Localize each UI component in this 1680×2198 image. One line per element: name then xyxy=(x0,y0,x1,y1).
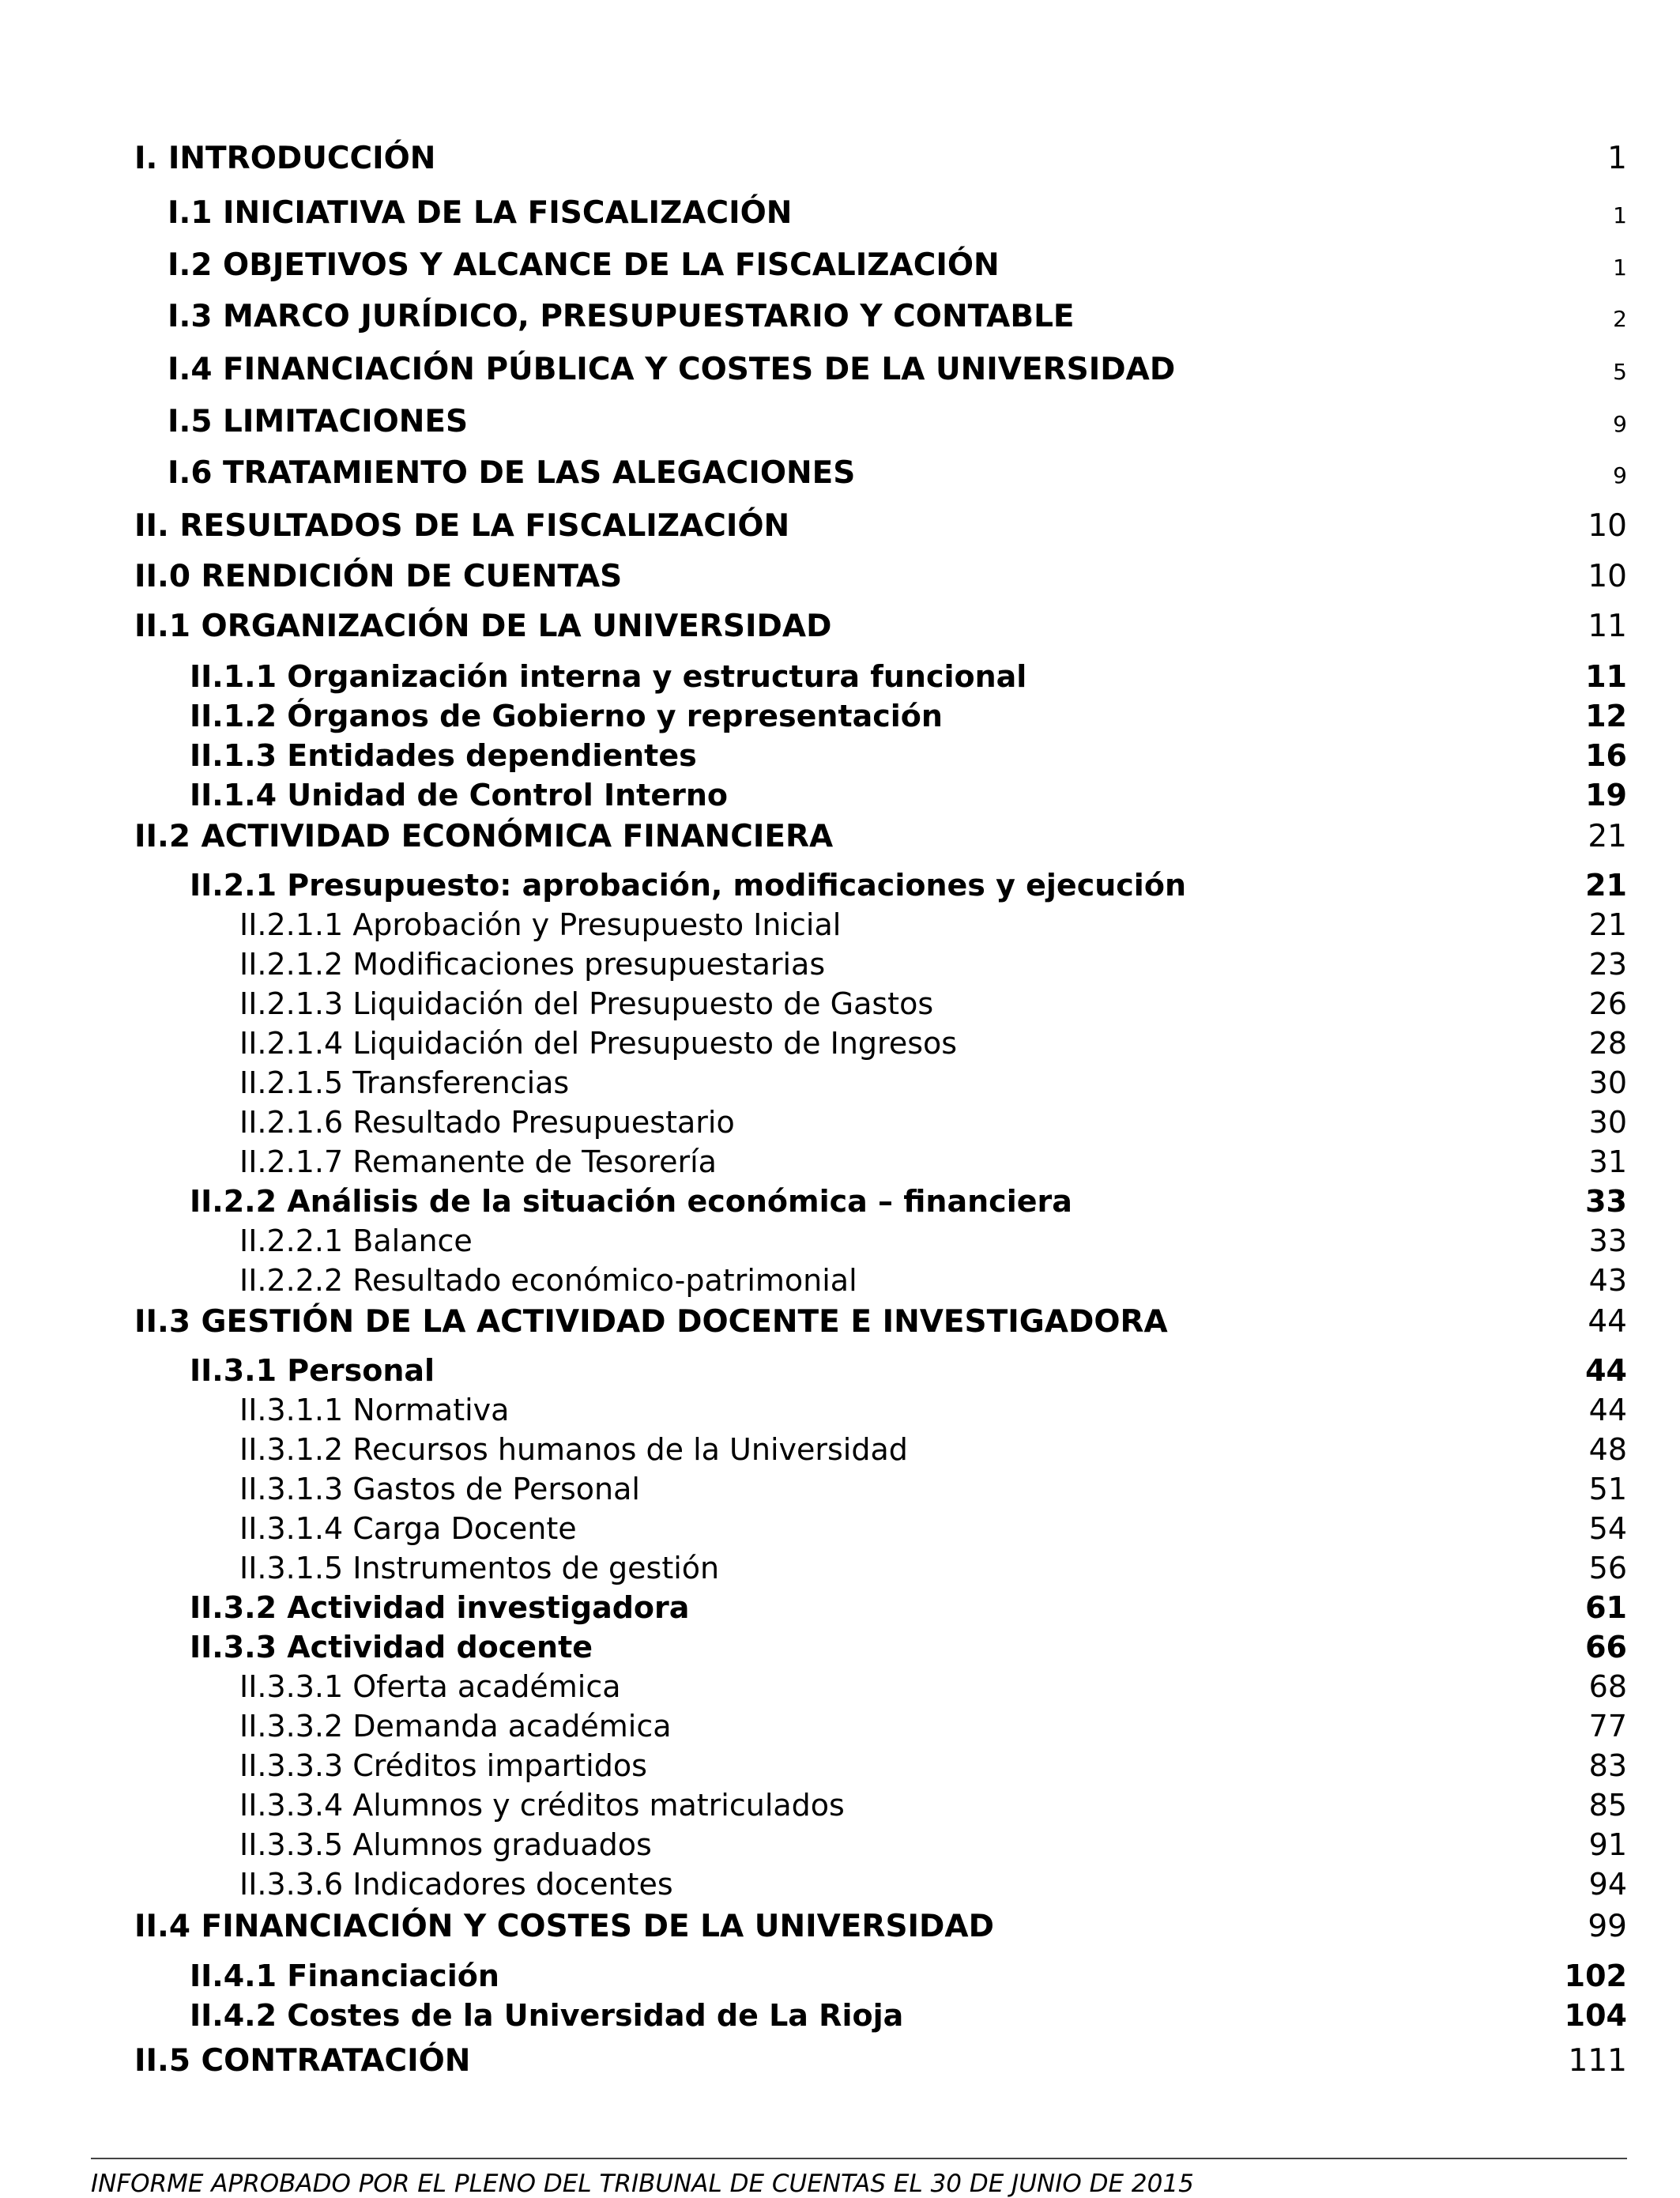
toc-entry xyxy=(190,778,1627,812)
toc-entry-page: 85 xyxy=(1588,1788,1627,1823)
toc-entry-page: 31 xyxy=(1588,1144,1627,1179)
toc-entry xyxy=(168,352,1627,387)
toc-entry-page: 2 xyxy=(1613,306,1627,332)
toc-entry-page: 77 xyxy=(1588,1709,1627,1744)
toc-entry xyxy=(239,1788,1627,1823)
toc-entry-label: II.2.1.3 Liquidación del Presupuesto de Gastos xyxy=(239,986,934,1021)
toc-entry-label: II.3.2 Actividad investigadora xyxy=(190,1590,690,1625)
toc-entry-page: 30 xyxy=(1588,1065,1627,1100)
toc-entry-label: I.6 TRATAMIENTO DE LAS ALEGACIONES xyxy=(168,455,856,491)
toc-entry-page: 91 xyxy=(1588,1827,1627,1862)
toc-entry-page: 26 xyxy=(1588,986,1627,1021)
toc-entry-label: II.3.1.1 Normativa xyxy=(239,1393,510,1427)
toc-entry-label: II.3.3 Actividad docente xyxy=(190,1630,593,1665)
toc-entry xyxy=(134,141,1627,176)
toc-entry-page: 16 xyxy=(1585,738,1627,773)
toc-entry xyxy=(239,1223,1627,1258)
toc-entry-label: II.3.1 Personal xyxy=(190,1353,435,1388)
toc-entry xyxy=(134,2043,1627,2079)
toc-entry-page: 44 xyxy=(1588,1304,1627,1340)
toc-entry-label: II.5 CONTRATACIÓN xyxy=(134,2043,471,2079)
toc-entry-page: 56 xyxy=(1588,1551,1627,1585)
toc-entry xyxy=(239,1748,1627,1783)
toc-entry-label: II.3.1.5 Instrumentos de gestión xyxy=(239,1551,720,1585)
toc-entry-page: 61 xyxy=(1585,1590,1627,1625)
toc-entry xyxy=(168,247,1627,283)
toc-entry-label: II.1.3 Entidades dependientes xyxy=(190,738,697,773)
toc-entry xyxy=(190,1184,1627,1219)
toc-entry-page: 1 xyxy=(1613,202,1627,228)
toc-entry-label: II.2.2.1 Balance xyxy=(239,1223,473,1258)
toc-entry-label: II.4.2 Costes de la Universidad de La Rioja xyxy=(190,1998,904,2033)
toc-entry-page: 21 xyxy=(1588,819,1627,854)
toc-entry-label: II.3.3.1 Oferta académica xyxy=(239,1669,621,1704)
toc-entry xyxy=(239,1065,1627,1100)
toc-entry xyxy=(190,868,1627,903)
toc-entry xyxy=(239,947,1627,982)
toc-entry-label: II.2.1 Presupuesto: aprobación, modificaciones y ejecución xyxy=(190,868,1186,903)
toc-entry xyxy=(190,1959,1627,1993)
toc-entry-label: II.2.1.2 Modificaciones presupuestarias xyxy=(239,947,826,982)
toc-entry-label: II.2.1.1 Aprobación y Presupuesto Inicial xyxy=(239,907,842,942)
toc-entry xyxy=(190,1630,1627,1665)
toc-entry xyxy=(239,1472,1627,1506)
toc-entry xyxy=(190,659,1627,694)
toc-entry-page: 54 xyxy=(1588,1511,1627,1546)
footer-divider xyxy=(91,2158,1627,2159)
toc-entry-label: II.4.1 Financiación xyxy=(190,1959,499,1993)
toc-entry-page: 12 xyxy=(1585,699,1627,733)
toc-entry-page: 44 xyxy=(1588,1393,1627,1427)
toc-entry xyxy=(168,299,1627,334)
toc-entry-label: I.1 INICIATIVA DE LA FISCALIZACIÓN xyxy=(168,195,793,231)
toc-entry xyxy=(239,1144,1627,1179)
toc-entry-page: 10 xyxy=(1588,559,1627,594)
toc-entry xyxy=(239,907,1627,942)
toc-entry-label: II.1.1 Organización interna y estructura funcional xyxy=(190,659,1027,694)
toc-entry-page: 9 xyxy=(1613,411,1627,437)
toc-entry-label: II.1.4 Unidad de Control Interno xyxy=(190,778,729,812)
toc-entry-page: 11 xyxy=(1588,609,1627,644)
toc-entry-page: 5 xyxy=(1613,359,1627,385)
toc-entry-label: II.3.3.4 Alumnos y créditos matriculados xyxy=(239,1788,845,1823)
toc-entry-label: II.2.1.7 Remanente de Tesorería xyxy=(239,1144,717,1179)
toc-entry-label: I.5 LIMITACIONES xyxy=(168,404,469,439)
toc-entry-page: 23 xyxy=(1588,947,1627,982)
toc-entry-page: 44 xyxy=(1585,1353,1627,1388)
toc-entry-label: II.2 ACTIVIDAD ECONÓMICA FINANCIERA xyxy=(134,819,834,854)
page-footer: INFORME APROBADO POR EL PLENO DEL TRIBUNAL DE CUENTAS EL 30 DE JUNIO DE 2015 xyxy=(91,2170,1194,2198)
toc-entry-page: 99 xyxy=(1588,1909,1627,1944)
toc-entry xyxy=(168,195,1627,231)
toc-entry xyxy=(190,738,1627,773)
toc-entry xyxy=(239,1263,1627,1298)
toc-entry-label: II.3.1.2 Recursos humanos de la Universidad xyxy=(239,1432,908,1467)
toc-entry-label: II.2.2 Análisis de la situación económica – financiera xyxy=(190,1184,1072,1219)
toc-entry-label: II.3.3.2 Demanda académica xyxy=(239,1709,672,1744)
toc-entry-label: II.1.2 Órganos de Gobierno y representación xyxy=(190,699,943,733)
toc-entry-page: 51 xyxy=(1588,1472,1627,1506)
toc-entry-page: 33 xyxy=(1585,1184,1627,1219)
toc-entry-label: II.3.3.6 Indicadores docentes xyxy=(239,1867,673,1902)
toc-entry-page: 104 xyxy=(1564,1998,1627,2033)
toc-entry-page: 66 xyxy=(1585,1630,1627,1665)
toc-entry-label: II.2.1.6 Resultado Presupuestario xyxy=(239,1105,735,1140)
toc-entry-page: 11 xyxy=(1585,659,1627,694)
toc-entry-label: II.2.2.2 Resultado económico-patrimonial xyxy=(239,1263,857,1298)
toc-entry xyxy=(190,1353,1627,1388)
toc-entry xyxy=(239,1026,1627,1061)
toc-entry-page: 102 xyxy=(1564,1959,1627,1993)
toc-entry xyxy=(190,1998,1627,2033)
toc-entry-page: 33 xyxy=(1588,1223,1627,1258)
toc-entry-label: II.0 RENDICIÓN DE CUENTAS xyxy=(134,559,623,594)
toc-entry-page: 10 xyxy=(1588,508,1627,544)
toc-entry xyxy=(239,1432,1627,1467)
toc-entry-label: II.2.1.5 Transferencias xyxy=(239,1065,570,1100)
toc-entry-label: I. INTRODUCCIÓN xyxy=(134,141,436,176)
toc-entry xyxy=(190,699,1627,733)
toc-entry-page: 111 xyxy=(1568,2043,1627,2079)
toc-entry-page: 68 xyxy=(1588,1669,1627,1704)
toc-entry-label: II.1 ORGANIZACIÓN DE LA UNIVERSIDAD xyxy=(134,609,832,644)
toc-entry xyxy=(134,819,1627,854)
toc-entry xyxy=(168,455,1627,491)
toc-entry-page: 19 xyxy=(1585,778,1627,812)
toc-entry xyxy=(134,559,1627,594)
toc-entry-label: II.3.3.3 Créditos impartidos xyxy=(239,1748,647,1783)
toc-entry-label: I.3 MARCO JURÍDICO, PRESUPUESTARIO Y CONTABLE xyxy=(168,299,1075,334)
toc-entry xyxy=(134,508,1627,544)
toc-entry xyxy=(190,1590,1627,1625)
toc-entry-label: II.4 FINANCIACIÓN Y COSTES DE LA UNIVERSIDAD xyxy=(134,1909,994,1944)
toc-entry xyxy=(134,1909,1627,1944)
toc-entry xyxy=(239,1105,1627,1140)
toc-entry-label: I.4 FINANCIACIÓN PÚBLICA Y COSTES DE LA UNIVERSIDAD xyxy=(168,352,1176,387)
toc-entry-page: 30 xyxy=(1588,1105,1627,1140)
toc-entry xyxy=(239,986,1627,1021)
toc-entry-page: 28 xyxy=(1588,1026,1627,1061)
toc-entry-page: 21 xyxy=(1588,907,1627,942)
toc-entry-label: II.3 GESTIÓN DE LA ACTIVIDAD DOCENTE E INVESTIGADORA xyxy=(134,1304,1168,1340)
toc-entry-page: 21 xyxy=(1585,868,1627,903)
toc-entry-page: 43 xyxy=(1588,1263,1627,1298)
toc-entry xyxy=(239,1669,1627,1704)
toc-entry xyxy=(239,1709,1627,1744)
toc-entry-page: 9 xyxy=(1613,462,1627,488)
toc-entry-label: II.2.1.4 Liquidación del Presupuesto de Ingresos xyxy=(239,1026,958,1061)
toc-entry xyxy=(134,1304,1627,1340)
toc-entry-page: 48 xyxy=(1588,1432,1627,1467)
toc-entry-page: 83 xyxy=(1588,1748,1627,1783)
toc-entry-label: II.3.1.4 Carga Docente xyxy=(239,1511,577,1546)
toc-entry-page: 94 xyxy=(1588,1867,1627,1902)
toc-entry xyxy=(168,404,1627,439)
toc-entry-label: II.3.3.5 Alumnos graduados xyxy=(239,1827,652,1862)
toc-entry xyxy=(239,1827,1627,1862)
toc-entry xyxy=(134,609,1627,644)
toc-entry-page: 1 xyxy=(1613,254,1627,281)
toc-entry-label: II.3.1.3 Gastos de Personal xyxy=(239,1472,640,1506)
toc-entry-label: I.2 OBJETIVOS Y ALCANCE DE LA FISCALIZACIÓN xyxy=(168,247,1000,283)
toc-entry xyxy=(239,1867,1627,1902)
toc-entry-label: II. RESULTADOS DE LA FISCALIZACIÓN xyxy=(134,508,790,544)
toc-entry xyxy=(239,1511,1627,1546)
toc-entry xyxy=(239,1551,1627,1585)
toc-entry-page: 1 xyxy=(1607,141,1627,176)
toc-entry xyxy=(239,1393,1627,1427)
